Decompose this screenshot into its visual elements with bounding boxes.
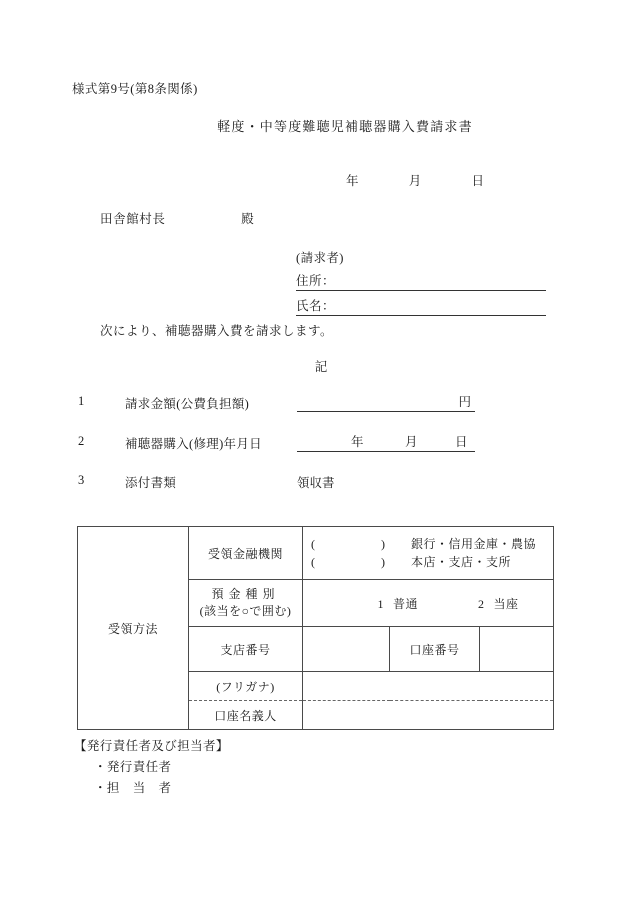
item-1-amount-field[interactable] <box>297 392 475 412</box>
requester-name-row[interactable] <box>296 296 546 316</box>
deposit-kind-label <box>189 580 303 627</box>
item-2-day-label: 日 <box>455 435 468 449</box>
institution-options-cell[interactable] <box>303 527 554 580</box>
item-3-label: 添付書類 <box>125 476 177 490</box>
item-row-3 <box>78 471 558 493</box>
institution-paren-close-1: ) <box>381 537 386 551</box>
deposit-kind-options-cell[interactable] <box>303 580 554 627</box>
item-1-label: 請求金額(公費負担額) <box>125 397 250 411</box>
date-month-label: 月 <box>408 174 422 188</box>
receipt-method-label: 受領方法 <box>78 527 189 730</box>
deposit-option-futsu-name: 普通 <box>392 596 418 611</box>
deposit-option-toza[interactable] <box>478 595 519 612</box>
item-2-number: 2 <box>78 434 85 448</box>
deposit-option-futsu[interactable] <box>377 595 418 612</box>
institution-options-2: 本店・支店・支所 <box>411 555 512 569</box>
date-line <box>0 171 630 189</box>
branch-number-label: 支店番号 <box>189 627 303 672</box>
form-number: 様式第9号(第8条関係) <box>72 82 198 96</box>
institution-paren-close-2: ) <box>381 555 386 569</box>
date-day-label: 日 <box>471 174 485 188</box>
account-number-label: 口座番号 <box>390 627 480 672</box>
account-holder-input[interactable] <box>303 701 554 730</box>
institution-paren-open-1: ( <box>311 537 316 551</box>
deposit-kind-label-line2: (該当を○で囲む) <box>199 604 292 618</box>
item-2-date-field[interactable] <box>297 432 475 452</box>
deposit-kind-label-line1: 預金種別 <box>211 587 280 601</box>
account-number-input[interactable] <box>480 627 554 672</box>
addressee <box>100 209 254 227</box>
receipt-method-table <box>77 526 554 730</box>
requester-block <box>296 248 546 316</box>
date-year-label: 年 <box>345 174 359 188</box>
institution-line-1 <box>311 535 553 553</box>
item-2-month-label: 月 <box>405 435 418 449</box>
deposit-kind-label-lines <box>189 586 302 620</box>
item-2-label: 補聴器購入(修理)年月日 <box>125 437 262 451</box>
requester-name-label: 氏名： <box>296 299 336 313</box>
account-holder-label: 口座名義人 <box>189 701 303 730</box>
deposit-kind-options <box>303 595 553 612</box>
footer-heading: 【発行責任者及び担当者】 <box>74 739 229 753</box>
footer-block <box>74 736 229 799</box>
footer-line-1: ・発行責任者 <box>94 760 172 774</box>
institution-paren-open-2: ( <box>311 555 316 569</box>
document-title: 軽度・中等度難聴児補聴器購入費請求書 <box>217 119 473 134</box>
requester-address-row[interactable] <box>296 271 546 291</box>
furigana-input[interactable] <box>303 672 554 701</box>
ki-mark: 記 <box>314 360 328 374</box>
item-1-number: 1 <box>78 394 85 408</box>
deposit-option-futsu-number: 1 <box>377 596 384 611</box>
institution-label: 受領金融機関 <box>189 527 303 580</box>
table-row-institution <box>78 527 554 580</box>
item-row-2 <box>78 432 558 454</box>
deposit-option-toza-name: 当座 <box>493 596 519 611</box>
item-3-value: 領収書 <box>297 476 335 490</box>
statement-text: 次により、補聴器購入費を請求します。 <box>100 324 334 338</box>
item-2-year-label: 年 <box>351 435 364 449</box>
requester-heading: (請求者) <box>296 251 344 265</box>
item-1-unit: 円 <box>458 395 471 409</box>
institution-options-1: 銀行・信用金庫・農協 <box>411 537 537 551</box>
deposit-option-toza-number: 2 <box>478 596 485 611</box>
requester-address-label: 住所： <box>296 274 336 288</box>
addressee-honorific: 殿 <box>241 212 255 226</box>
item-3-number: 3 <box>78 473 85 487</box>
institution-line-2 <box>311 553 553 571</box>
item-row-1 <box>78 392 558 414</box>
footer-line-2: ・担 当 者 <box>94 781 172 795</box>
branch-number-input[interactable] <box>303 627 390 672</box>
furigana-label: (フリガナ) <box>189 672 303 701</box>
addressee-name: 田舎館村長 <box>100 212 166 226</box>
